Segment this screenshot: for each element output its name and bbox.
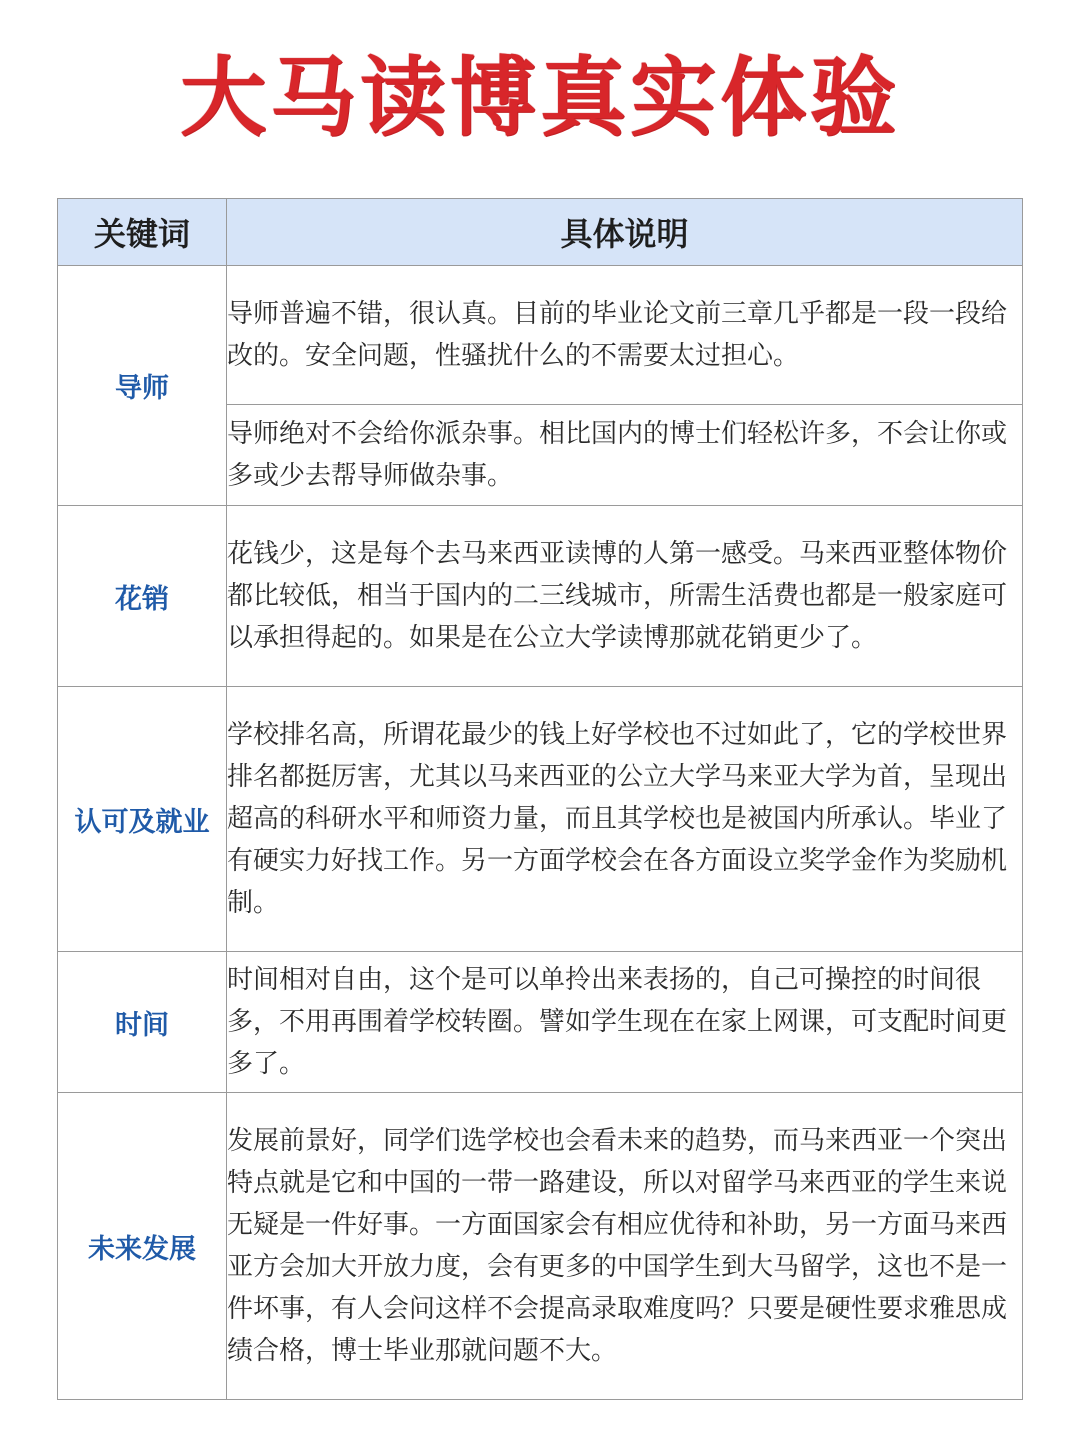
table-row [58,1093,1023,1400]
table-row [58,266,1023,405]
row-description: 学校排名高，所谓花最少的钱上好学校也不过如此了，它的学校世界排名都挺厉害，尤其以马来西亚的公立大学马来亚大学为首，呈现出超高的科研水平和师资力量，而且其学校也是被国内所承认。毕业了有硬实力好找工作。另一方面学校会在各方面设立奖学金作为奖励机制。 [227,687,1023,952]
info-table [57,198,1023,1400]
table-row [58,506,1023,687]
row-keyword-time: 时间 [58,952,227,1093]
row-description: 花钱少，这是每个去马来西亚读博的人第一感受。马来西亚整体物价都比较低，相当于国内的二三线城市，所需生活费也都是一般家庭可以承担得起的。如果是在公立大学读博那就花销更少了。 [227,506,1023,687]
table-row [58,952,1023,1093]
row-keyword-expenses: 花销 [58,506,227,687]
row-description: 时间相对自由，这个是可以单拎出来表扬的，自己可操控的时间很多，不用再围着学校转圈。譬如学生现在在家上网课，可支配时间更多了。 [227,952,1023,1093]
table-header-row [58,199,1023,266]
row-keyword-future: 未来发展 [58,1093,227,1400]
table-row [58,687,1023,952]
header-description: 具体说明 [227,199,1023,266]
row-description: 导师普遍不错，很认真。目前的毕业论文前三章几乎都是一段一段给改的。安全问题，性骚扰什么的不需要太过担心。 [227,266,1023,405]
row-description: 发展前景好，同学们选学校也会看未来的趋势，而马来西亚一个突出特点就是它和中国的一带一路建设，所以对留学马来西亚的学生来说无疑是一件好事。一方面国家会有相应优待和补助，另一方面马来西亚方会加大开放力度，会有更多的中国学生到大马留学，这也不是一件坏事，有人会问这样不会提高录取难度吗？只要是硬性要求雅思成绩合格，博士毕业那就问题不大。 [227,1093,1023,1400]
page-title: 大马读博真实体验 [180,48,900,148]
row-keyword-recognition: 认可及就业 [58,687,227,952]
row-description: 导师绝对不会给你派杂事。相比国内的博士们轻松许多，不会让你或多或少去帮导师做杂事。 [227,405,1023,506]
header-keyword: 关键词 [58,199,227,266]
row-keyword-advisor: 导师 [58,266,227,506]
